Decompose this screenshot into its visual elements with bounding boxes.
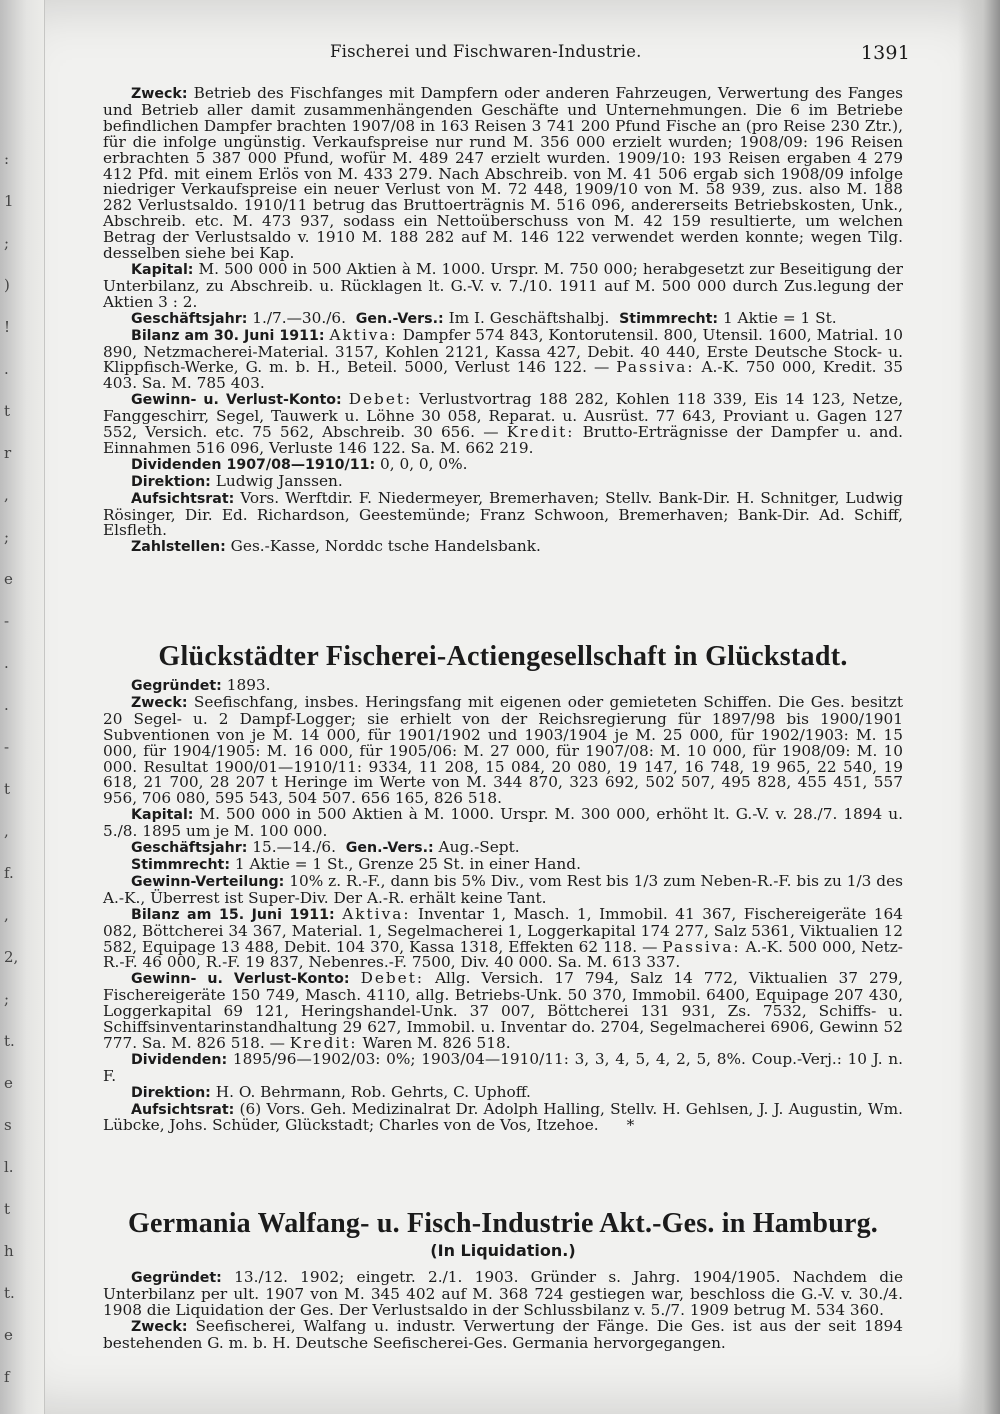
gutter-char: -: [4, 612, 10, 630]
gutter-char: 1: [4, 192, 14, 210]
gutter-char: t: [4, 402, 11, 420]
kapital-paragraph: Kapital: M. 500 000 in 500 Aktien à M. 1000. Urspr. M. 300 000, erhöht lt. G.-V. v. 28./7. 1894 u. 5./8. 1895 um je M. 100 000.: [103, 805, 903, 841]
gegruendet-paragraph: Gegründet: 13./12. 1902; eingetr. 2./1. 1903. Gründer s. Jahrg. 1904/1905. Nachdem die Unterbilanz per ult. 1907 von M. 345 402 auf M. 368 724 gestiegen war, beschloss die G.-V. v. 30./4. 1908 die Liquidation der Ges. Der Verlustsaldo in der Schlussbilanz v. 5./7. 1909 betrug M. 534 360.: [103, 1268, 903, 1319]
stimmrecht-line: Stimmrecht: 1 Aktie = 1 St., Grenze 25 St. in einer Hand.: [131, 854, 581, 873]
company-title-2: Germania Walfang- u. Fisch-Industrie Akt.-Ges. in Hamburg.: [127, 1208, 879, 1239]
gutter-char: 2,: [4, 948, 19, 966]
zahlstellen-line: Zahlstellen: Ges.-Kasse, Norddc tsche Handelsbank.: [131, 537, 541, 556]
zweck-paragraph: Zweck: Seefischfang, insbes. Heringsfang mit eigenen oder gemieteten Schiffen. Die Ges. besitzt 20 Segel- u. 2 Dampf-Logger; sie erhielt von der Reichsregierung für 1897/98 bis 1900/1901 Subventionen von je M. 14 000, für 1901/1902 und 1903/1904 je M. 25 000, für 1902/1903: M. 15 000, für 1904/1905: M. 16 000, für 1905/06: M. 27 000, für 1907/08: M. 10 000, für 1908/09: M. 10 000. Resultat 1900/01—1910/11: 9334, 11 208, 15 084, 20 080, 19 147, 16 748, 19 965, 22 540, 19 618, 21 700, 28 207 t Heringe im Werte von M. 344 870, 323 692, 502 507, 495 828, 455 451, 557 956, 706 080, 595 543, 504 507. 656 165, 826 518.: [103, 692, 903, 808]
gutter-char: f: [4, 1368, 10, 1386]
gutter-char: l.: [4, 1158, 14, 1176]
gutter-char: :: [4, 150, 10, 168]
guv-paragraph: Gewinn- u. Verlust-Konto: Debet: Allg. Versich. 17 794, Salz 14 772, Viktualien 37 279, Fischereigeräte 150 749, Masch. 4110, allg. Betriebs-Unk. 50 370, Immobil. 6400, Equipage 207 430, Loggerkapital 69 121, Heringshandel-Unk. 37 007, Böttcherei 131 931, Zs. 7532, Schiffs- u. Schiffsinventarinstandhaltung 29 627, Immobil. u. Inventar do. 2704, Segelmacherei 6906, Gewinn 52 777. Sa. M. 826 518. — Kredit: Waren M. 826 518.: [103, 969, 904, 1052]
entry-3: [103, 1270, 903, 1352]
gutter-char: t: [4, 780, 11, 798]
geschaeftsjahr-line: Geschäftsjahr: 1./7.—30./6. Gen.-Vers.: Im I. Geschäftshalbj. Stimmrecht: 1 Aktie = 1 St.: [131, 308, 837, 327]
running-header: [330, 42, 910, 64]
gutter-char: ): [4, 276, 10, 294]
gutter-char: ;: [4, 990, 10, 1008]
gutter-char: t: [4, 1200, 11, 1218]
entry-1: [103, 86, 903, 556]
aufsichtsrat-paragraph: Aufsichtsrat: (6) Vors. Geh. Medizinalrat Dr. Adolph Halling, Stellv. H. Gehlsen, J. J. Augustin, Wm. Lübcke, Johs. Schüder, Glückstadt; Charles von de Vos, Itzehoe. *: [103, 1099, 903, 1135]
binding-shadow: [958, 0, 1000, 1414]
bilanz-paragraph: Bilanz am 30. Juni 1911: Aktiva: Dampfer 574 843, Kontorutensil. 800, Utensil. 1600, Matrial. 10 890, Netzmacherei-Material. 3157, Kohlen 2121, Kassa 427, Debit. 40 440, Erste Deutsche Stock- u. Klippfisch-Werke, G. m. b. H., Beteil. 5000, Verlust 146 122. — Passiva: A.-K. 750 000, Kredit. 35 403. Sa. M. 785 403.: [103, 325, 903, 393]
gutter-char: -: [4, 738, 10, 756]
left-gutter: [0, 0, 45, 1414]
entry-2: [103, 678, 903, 1134]
gutter-char: ,: [4, 486, 9, 504]
gutter-char: ,: [4, 822, 9, 840]
gutter-char: ,: [4, 906, 9, 924]
gutter-char: !: [4, 318, 11, 336]
gegruendet-line: Gegründet: 1893.: [131, 676, 271, 694]
running-title: Fischerei und Fischwaren-Industrie.: [330, 42, 642, 61]
zweck-paragraph: Zweck: Betrieb des Fischfanges mit Dampfern oder anderen Fahrzeugen, Verwertung des Fanges und Betrieb aller damit zusammenhängenden Geschäfte und Unternehmungen. Die 6 im Betriebe befindlichen Dampfer brachten 1907/08 in 163 Reisen 3 741 200 Pfund Fische an (pro Reise 230 Ztr.), für die infolge ungünstig. Verkaufspreise nur rund M. 356 000 erzielt wurden; 1908/09: 196 Reisen erbrachten 5 387 000 Pfund, wofür M. 489 247 erzielt wurden. 1909/10: 193 Reisen ergaben 4 279 412 Pfd. mit einem Erlös von M. 433 279. Nach Abschreib. von M. 41 506 ergab sich 1908/09 infolge niedriger Verkaufspreise ein neuer Verlust von M. 72 448, 1909/10 von M. 58 939, zus. also M. 188 282 Verlustsaldo. 1910/11 betrug das Bruttoerträgnis M. 516 096, andererseits Betriebskosten, Unk., Abschreib. etc. M. 473 937, sodass ein Nettoüberschuss von M. 42 159 resultierte, um welchen Betrag der Verlustsaldo v. 1910 M. 188 282 auf M. 146 122 verwendet werden konnte; wegen Tilg. desselben siehe bei Kap.: [103, 84, 903, 263]
gewinnverteilung-paragraph: Gewinn-Verteilung: 10% z. R.-F., dann bis 5% Div., vom Rest bis 1/3 zum Neben-R.-F. bis zu 1/3 des A.-K., Überrest ist Super-Div. Der A.-R. erhält keine Tant.: [103, 871, 904, 907]
liquidation-note: (In Liquidation.): [430, 1241, 576, 1260]
gutter-char: t.: [4, 1032, 15, 1050]
dividenden-paragraph: Dividenden: 1895/96—1902/03: 0%; 1903/04—1910/11: 3, 3, 4, 5, 4, 2, 5, 8%. Coup.-Verj.: 10 J. n. F.: [103, 1049, 903, 1085]
gutter-char: .: [4, 654, 9, 672]
direktion-line: Direktion: H. O. Behrmann, Rob. Gehrts, C. Uphoff.: [131, 1082, 531, 1101]
geschaeftsjahr-line: Geschäftsjahr: 15.—14./6. Gen.-Vers.: Aug.-Sept.: [131, 838, 520, 857]
gutter-char: h: [4, 1242, 14, 1260]
direktion-line: Direktion: Ludwig Janssen.: [131, 471, 343, 490]
gutter-char: .: [4, 360, 9, 378]
guv-paragraph: Gewinn- u. Verlust-Konto: Debet: Verlustvortrag 188 282, Kohlen 118 339, Eis 14 123, Netze, Fanggeschirr, Segel, Tauwerk u. Löhne 30 058, Reparat. u. Ausrüst. 77 643, Proviant u. Gagen 127 552, Versich. etc. 75 562, Abschreib. 30 656. — Kredit: Brutto-Erträgnisse der Dampfer u. and. Einnahmen 516 096, Verluste 146 122. Sa. M. 662 219.: [103, 390, 903, 457]
gutter-char: t.: [4, 1284, 15, 1302]
gutter-char: r: [4, 444, 12, 462]
dividenden-line: Dividenden 1907/08—1910/11: 0, 0, 0, 0%.: [131, 454, 468, 473]
gutter-char: e: [4, 570, 13, 588]
page-number: 1391: [860, 42, 910, 64]
gutter-char: e: [4, 1326, 13, 1344]
company-title: Glückstädter Fischerei-Actiengesellschaft in Glückstadt.: [158, 641, 848, 672]
gutter-char: .: [4, 696, 9, 714]
gutter-char: f.: [4, 864, 14, 882]
aufsichtsrat-paragraph: Aufsichtsrat: Vors. Werftdir. F. Niedermeyer, Bremerhaven; Stellv. Bank-Dir. H. Schnitger, Ludwig Rösinger, Dir. Ed. Richardson, Geestemünde; Franz Schwoon, Bremerhaven; Bank-Dir. Ad. Schiff, Elsfleth.: [103, 488, 903, 540]
bilanz-paragraph: Bilanz am 15. Juni 1911: Aktiva: Inventar 1, Masch. 1, Immobil. 41 367, Fischereigeräte 164 082, Böttcherei 34 367, Material. 1, Segelmacherei 1, Loggerkapital 174 277, Salz 5361, Viktualien 12 582, Equipage 13 488, Debit. 104 370, Kassa 1318, Effekten 62 118. — Passiva: A.-K. 500 000, Netz-R.-F. 46 000, R.-F. 19 837, Nebenres.-F. 7500, Div. 40 000. Sa. M. 613 337.: [103, 904, 903, 972]
gutter-char: ;: [4, 234, 10, 252]
gutter-char: ;: [4, 528, 10, 546]
zweck-paragraph: Zweck: Seefischerei, Walfang u. industr. Verwertung der Fänge. Die Ges. ist aus der seit 1894 bestehenden G. m. b. H. Deutsche Seefischerei-Ges. Germania hervorgegangen.: [103, 1316, 903, 1352]
gutter-char: e: [4, 1074, 13, 1092]
kapital-paragraph: Kapital: M. 500 000 in 500 Aktien à M. 1000. Urspr. M. 750 000; herabgesetzt zur Beseitigung der Unterbilanz, zu Abschreib. u. Rücklagen lt. G.-V. v. 7./10. 1911 auf M. 500 000 durch Zus.legung der Aktien 3 : 2.: [103, 259, 903, 311]
footnote-star: *: [626, 1116, 635, 1135]
gutter-char: s: [4, 1116, 12, 1134]
